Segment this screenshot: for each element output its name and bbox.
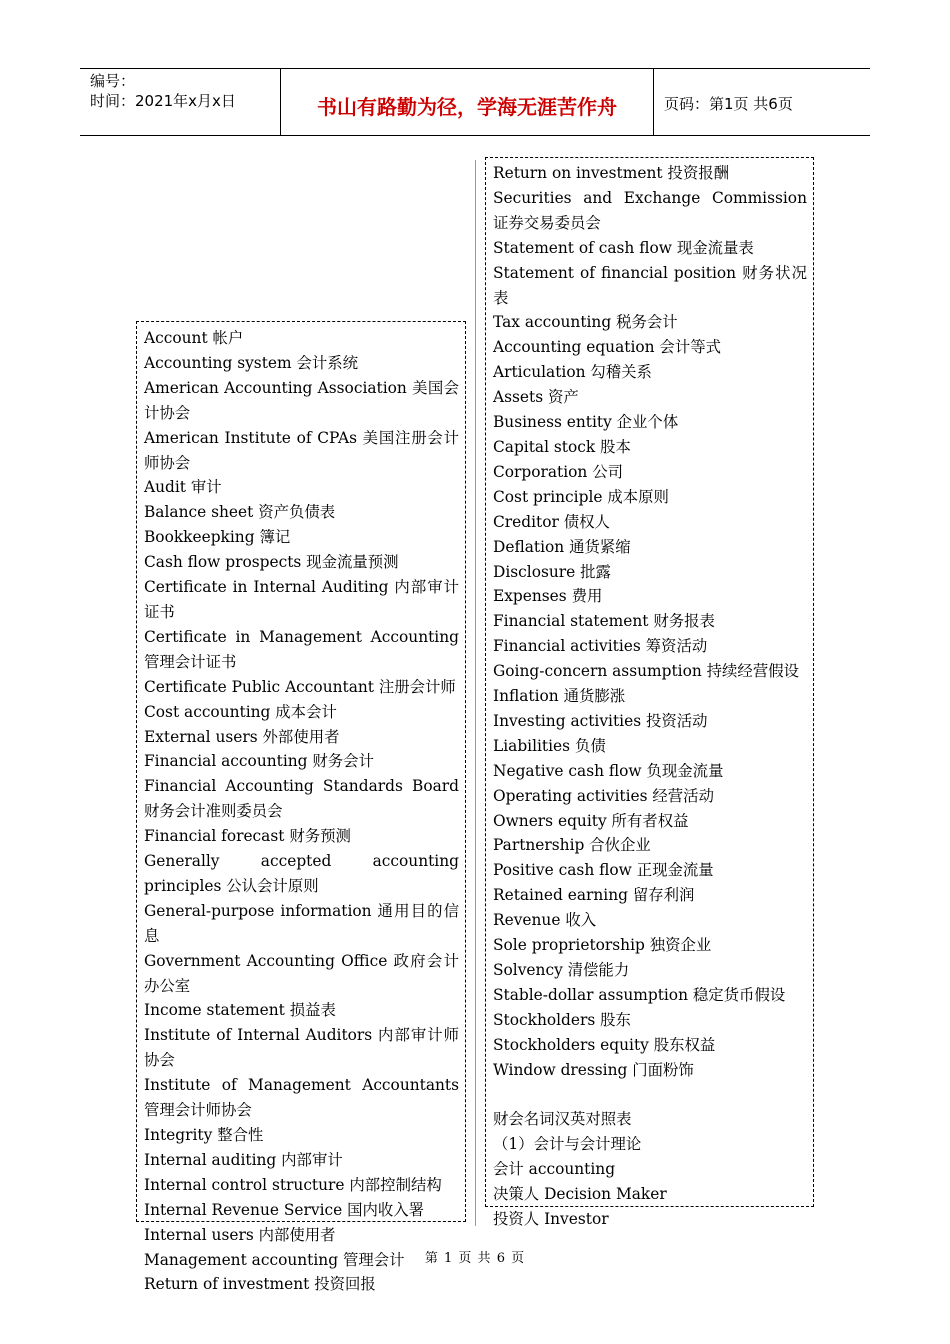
glossary-term: Certificate in Management Accounting 管理会计证书: [144, 627, 459, 671]
glossary-term: Window dressing 门面粉饰: [493, 1060, 694, 1079]
glossary-term: Statement of cash flow 现金流量表: [493, 238, 754, 257]
glossary-term: Capital stock 股本: [493, 437, 631, 456]
section-spacer: [493, 1083, 807, 1108]
glossary-term: Stockholders 股东: [493, 1010, 631, 1029]
glossary-term: Deflation 通货紧缩: [493, 537, 631, 556]
glossary-list-chinese-english: [493, 1157, 807, 1232]
glossary-term: Financial accounting 财务会计: [144, 752, 374, 771]
glossary-term: Management accounting 管理会计: [144, 1250, 405, 1269]
header-info: [80, 69, 281, 135]
document-date-label: 时间：2021年x月x日: [90, 92, 236, 110]
glossary-term: Internal control structure 内部控制结构: [144, 1175, 442, 1194]
glossary-term: 会计 accounting: [493, 1160, 616, 1179]
glossary-term: Audit 审计: [144, 478, 222, 497]
section-heading: 财会名词汉英对照表: [493, 1110, 632, 1129]
glossary-term: Positive cash flow 正现金流量: [493, 861, 714, 880]
glossary-term: Government Accounting Office 政府会计办公室: [144, 951, 459, 995]
glossary-term: Certificate Public Accountant 注册会计师: [144, 677, 456, 696]
glossary-term: General-purpose information 通用目的信息: [144, 901, 459, 945]
glossary-term: Articulation 勾稽关系: [493, 363, 652, 382]
glossary-term: Going-concern assumption 持续经营假设: [493, 662, 799, 681]
glossary-term: Account 帐户: [144, 329, 244, 347]
glossary-term: Partnership 合伙企业: [493, 836, 651, 855]
glossary-term: Assets 资产: [493, 388, 579, 407]
glossary-term: 决策人 Decision Maker: [493, 1185, 667, 1204]
glossary-term: Investing activities 投资活动: [493, 711, 708, 730]
glossary-term: Cost principle 成本原则: [493, 487, 669, 506]
glossary-term: Integrity 整合性: [144, 1126, 264, 1144]
glossary-term: Financial statement 财务报表: [493, 612, 715, 631]
glossary-term: American Institute of CPAs 美国注册会计师协会: [144, 428, 459, 472]
glossary-term: External users 外部使用者: [144, 727, 340, 746]
glossary-term: Tax accounting 税务会计: [493, 313, 678, 332]
glossary-term: Financial activities 筹资活动: [493, 637, 708, 656]
glossary-term: Cost accounting 成本会计: [144, 702, 337, 721]
glossary-term: Revenue 收入: [493, 911, 597, 930]
glossary-term: Stockholders equity 股东权益: [493, 1035, 716, 1054]
glossary-term: Generally accepted accounting principles 公认会计原则: [144, 852, 459, 895]
glossary-list-right: [493, 161, 807, 1083]
glossary-term: Income statement 损益表: [144, 1001, 336, 1020]
glossary-term: Internal Revenue Service 国内收入署: [144, 1200, 425, 1219]
document-number-label: 编号：: [90, 72, 136, 90]
glossary-term: American Accounting Association 美国会计协会: [144, 378, 459, 422]
glossary-box-right: [485, 157, 814, 1229]
glossary-term: Expenses 费用: [493, 587, 603, 606]
glossary-term: Solvency 清偿能力: [493, 961, 630, 979]
page-header: [80, 68, 870, 136]
page-footer: 第 1 页 共 6 页: [424, 1251, 526, 1266]
glossary-term: Operating activities 经营活动: [493, 786, 714, 805]
glossary-term: Cash flow prospects 现金流量预测: [144, 553, 399, 572]
glossary-term: Certificate in Internal Auditing 内部审计证书: [144, 578, 459, 621]
glossary-term: Financial forecast 财务预测: [144, 827, 351, 846]
glossary-term: Accounting system 会计系统: [144, 353, 359, 372]
glossary-term: Balance sheet 资产负债表: [144, 503, 336, 522]
glossary-term: Financial Accounting Standards Board 财务会计准则委员会: [144, 777, 459, 821]
glossary-term: Creditor 债权人: [493, 512, 610, 531]
glossary-term: Securities and Exchange Commission 证券交易委员会: [493, 188, 807, 232]
glossary-term: Return of investment 投资回报: [144, 1275, 376, 1294]
glossary-term: Institute of Internal Auditors 内部审计师协会: [144, 1026, 459, 1070]
glossary-term: Business entity 企业个体: [493, 413, 679, 432]
glossary-term: Internal users 内部使用者: [144, 1225, 336, 1244]
glossary-term: Retained earning 留存利润: [493, 886, 695, 905]
glossary-term: Bookkeepking 簿记: [144, 528, 291, 547]
glossary-term: Institute of Management Accountants 管理会计师协会: [144, 1076, 459, 1120]
glossary-term: Liabilities 负债: [493, 736, 606, 755]
section-subheading: （1）会计与会计理论: [493, 1135, 642, 1154]
glossary-term: Statement of financial position 财务状况表: [493, 263, 807, 307]
glossary-term: Stable-dollar assumption 稳定货币假设: [493, 985, 786, 1004]
glossary-term: Owners equity 所有者权益: [493, 811, 689, 830]
glossary-term: Internal auditing 内部审计: [144, 1150, 343, 1169]
glossary-term: Sole proprietorship 独资企业: [493, 936, 712, 955]
glossary-term: Accounting equation 会计等式: [493, 338, 721, 357]
column-divider: [475, 160, 476, 1226]
glossary-box-left: [136, 321, 466, 1294]
header-page-number: 页码：第1页 共6页: [664, 94, 793, 113]
glossary-term: Inflation 通货膨涨: [493, 687, 626, 706]
glossary-term: Corporation 公司: [493, 462, 624, 481]
glossary-term: 投资人 Investor: [493, 1210, 609, 1229]
header-motto: 书山有路勤为径，学海无涯苦作舟: [281, 69, 654, 135]
glossary-term: Return on investment 投资报酬: [493, 164, 729, 182]
glossary-term: Negative cash flow 负现金流量: [493, 761, 724, 780]
glossary-term: Disclosure 批露: [493, 562, 611, 581]
